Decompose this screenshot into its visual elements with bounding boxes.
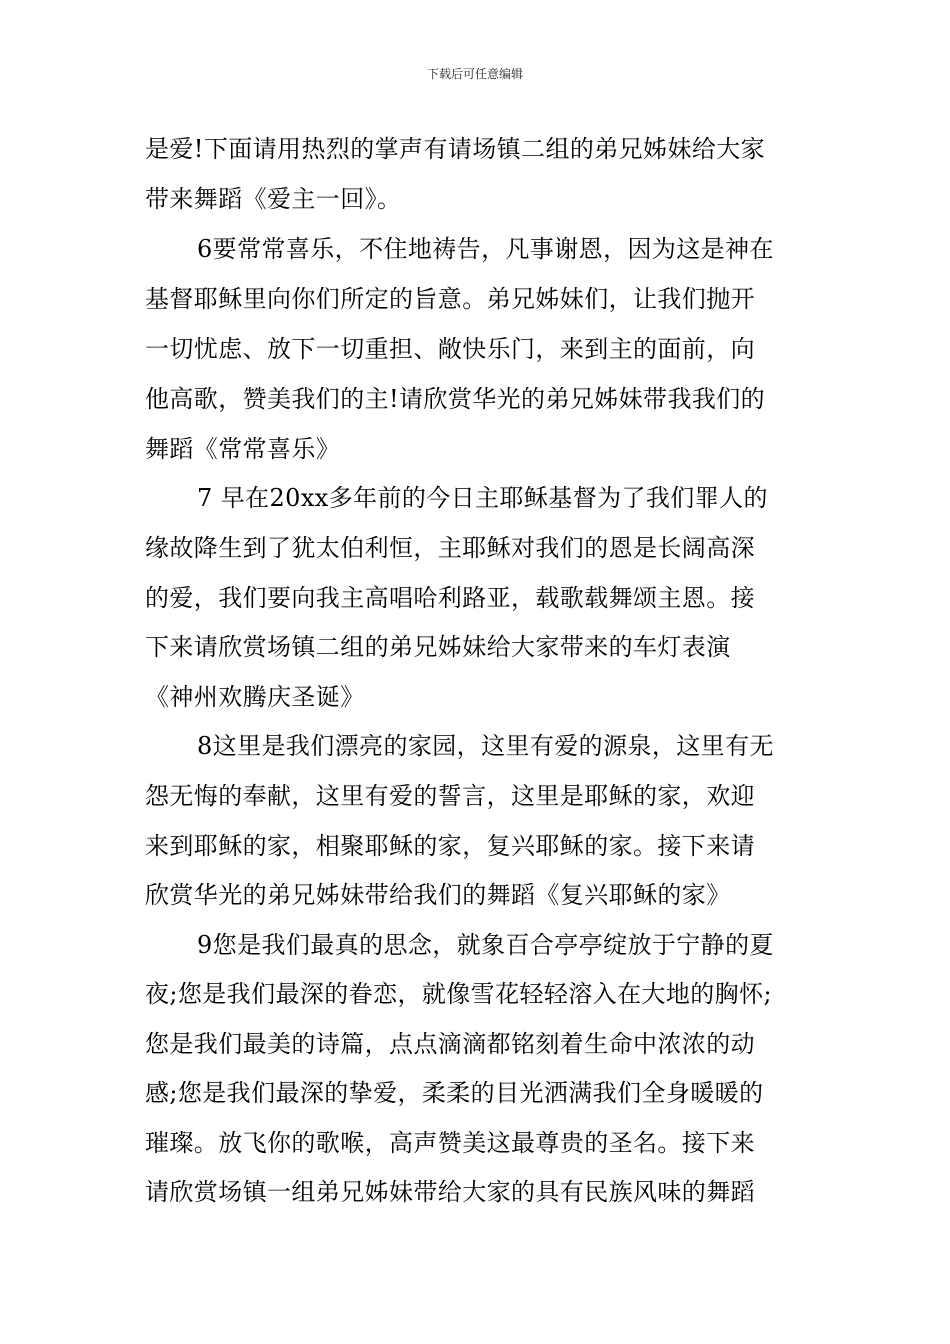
body-line: 带来舞蹈《爱主一回》。 [145, 185, 402, 213]
body-line: 缘故降生到了犹太伯利恒，主耶稣对我们的恩是长阔高深 [145, 534, 755, 562]
paragraph-first-line: 7 早在20xx多年前的今日主耶稣基督为了我们罪人的 [197, 484, 768, 512]
page-header: 下载后可任意编辑 [426, 67, 523, 81]
body-line: 夜;您是我们最深的眷恋，就像雪花轻轻溶入在大地的胸怀; [145, 980, 772, 1008]
body-line: 感;您是我们最深的挚爱，柔柔的目光洒满我们全身暖暖的 [145, 1079, 764, 1107]
body-line: 是爱!下面请用热烈的掌声有请场镇二组的弟兄姊妹给大家 [145, 135, 766, 163]
body-line: 欣赏华光的弟兄姊妹带给我们的舞蹈《复兴耶稣的家》 [145, 881, 731, 909]
body-line: 请欣赏场镇一组弟兄姊妹带给大家的具有民族风味的舞蹈 [145, 1178, 755, 1206]
body-line: 您是我们最美的诗篇，点点滴滴都铭刻着生命中浓浓的动 [145, 1030, 755, 1058]
body-line: 他高歌，赞美我们的主!请欣赏华光的弟兄姊妹带我我们的 [145, 385, 766, 413]
body-line: 怨无悔的奉献，这里有爱的誓言，这里是耶稣的家，欢迎 [145, 782, 755, 810]
body-line: 璀璨。放飞你的歌喉，高声赞美这最尊贵的圣名。接下来 [145, 1129, 755, 1157]
body-line: 来到耶稣的家，相聚耶稣的家，复兴耶稣的家。接下来请 [145, 832, 755, 860]
paragraph-first-line: 8这里是我们漂亮的家园，这里有爱的源泉，这里有无 [197, 732, 774, 760]
body-line: 的爱，我们要向我主高唱哈利路亚，载歌载舞颂主恩。接 [145, 584, 755, 612]
paragraph-first-line: 9您是我们最真的思念，就象百合亭亭绽放于宁静的夏 [197, 931, 774, 959]
body-line: 基督耶稣里向你们所定的旨意。弟兄姊妹们，让我们抛开 [145, 285, 755, 313]
body-line: 下来请欣赏场镇二组的弟兄姊妹给大家带来的车灯表演 [145, 633, 731, 661]
body-line: 《神州欢腾庆圣诞》 [145, 683, 365, 711]
body-line: 舞蹈《常常喜乐》 [145, 435, 341, 463]
paragraph-first-line: 6要常常喜乐，不住地祷告，凡事谢恩，因为这是神在 [197, 235, 774, 263]
body-line: 一切忧虑、放下一切重担、敞快乐门，来到主的面前，向 [145, 335, 755, 363]
